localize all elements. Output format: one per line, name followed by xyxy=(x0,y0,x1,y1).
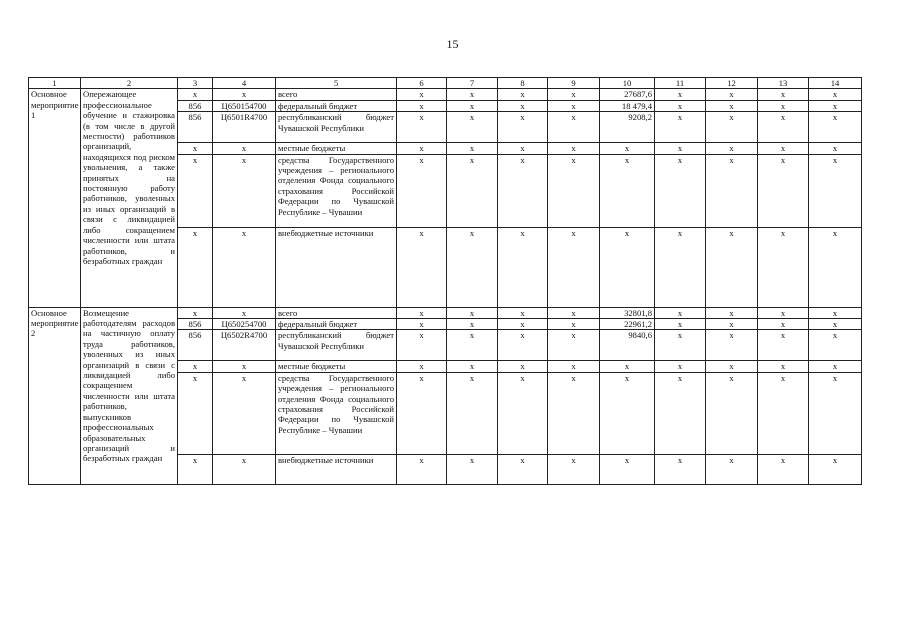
column-number-cell: 9 xyxy=(548,78,600,89)
grbs-cell: x xyxy=(178,143,213,154)
value-cell-13: x xyxy=(758,154,809,227)
value-cell-6: x xyxy=(397,307,447,318)
kbk-cell: x xyxy=(213,89,276,100)
value-cell-6: x xyxy=(397,454,447,484)
event-name-cell: Основное мероприятие 1 xyxy=(29,89,81,307)
value-cell-9: x xyxy=(548,307,600,318)
value-cell-6: x xyxy=(397,361,447,372)
funding-source-cell: федеральный бюджет xyxy=(276,319,397,330)
value-cell-9: x xyxy=(548,143,600,154)
value-cell-11: x xyxy=(655,361,706,372)
value-cell-7: x xyxy=(447,361,498,372)
kbk-cell: x xyxy=(213,154,276,227)
grbs-cell: 856 xyxy=(178,112,213,143)
value-cell-7: x xyxy=(447,372,498,454)
funding-source-cell: местные бюджеты xyxy=(276,143,397,154)
value-cell-6: x xyxy=(397,100,447,111)
value-cell-11: x xyxy=(655,89,706,100)
value-cell-7: x xyxy=(447,319,498,330)
value-cell-14: x xyxy=(809,372,862,454)
value-cell-6: x xyxy=(397,89,447,100)
value-cell-7: x xyxy=(447,89,498,100)
column-number-cell: 11 xyxy=(655,78,706,89)
value-cell-7: x xyxy=(447,154,498,227)
funding-source-cell: средства Государственного учреждения – регионального отделения Фонда социального страхования Российской Федерации по Чувашской Республике – Чувашии xyxy=(276,372,397,454)
value-cell-7: x xyxy=(447,100,498,111)
value-cell-9: x xyxy=(548,154,600,227)
value-cell-8: x xyxy=(498,143,548,154)
value-cell-12: x xyxy=(706,227,758,307)
value-cell-12: x xyxy=(706,100,758,111)
value-cell-10: x xyxy=(600,454,655,484)
value-cell-14: x xyxy=(809,227,862,307)
value-cell-8: x xyxy=(498,307,548,318)
value-cell-13: x xyxy=(758,89,809,100)
kbk-cell: x xyxy=(213,307,276,318)
value-cell-6: x xyxy=(397,319,447,330)
value-cell-8: x xyxy=(498,154,548,227)
value-cell-9: x xyxy=(548,112,600,143)
kbk-cell: Ц650154700 xyxy=(213,100,276,111)
value-cell-11: x xyxy=(655,372,706,454)
value-cell-8: x xyxy=(498,330,548,361)
column-number-cell: 7 xyxy=(447,78,498,89)
value-cell-10: x xyxy=(600,227,655,307)
column-number-cell: 1 xyxy=(29,78,81,89)
value-cell-7: x xyxy=(447,330,498,361)
value-cell-7: x xyxy=(447,307,498,318)
value-cell-7: x xyxy=(447,112,498,143)
value-cell-8: x xyxy=(498,454,548,484)
funding-source-cell: всего xyxy=(276,89,397,100)
kbk-cell: Ц6501R4700 xyxy=(213,112,276,143)
value-cell-11: x xyxy=(655,112,706,143)
table-row xyxy=(29,89,862,100)
column-number-cell: 3 xyxy=(178,78,213,89)
value-cell-8: x xyxy=(498,112,548,143)
value-cell-14: x xyxy=(809,154,862,227)
value-cell-13: x xyxy=(758,330,809,361)
value-cell-9: x xyxy=(548,361,600,372)
value-cell-14: x xyxy=(809,307,862,318)
value-cell-8: x xyxy=(498,100,548,111)
value-cell-12: x xyxy=(706,112,758,143)
value-cell-12: x xyxy=(706,372,758,454)
value-cell-13: x xyxy=(758,319,809,330)
value-cell-9: x xyxy=(548,319,600,330)
page-number: 15 xyxy=(446,37,459,51)
value-cell-14: x xyxy=(809,100,862,111)
column-number-cell: 2 xyxy=(81,78,178,89)
value-cell-13: x xyxy=(758,307,809,318)
value-cell-13: x xyxy=(758,372,809,454)
value-cell-12: x xyxy=(706,330,758,361)
grbs-cell: x xyxy=(178,227,213,307)
value-cell-14: x xyxy=(809,454,862,484)
kbk-cell: Ц6502R4700 xyxy=(213,330,276,361)
value-cell-11: x xyxy=(655,454,706,484)
value-cell-10: x xyxy=(600,361,655,372)
value-cell-11: x xyxy=(655,330,706,361)
value-cell-12: x xyxy=(706,454,758,484)
value-cell-10: 27687,6 xyxy=(600,89,655,100)
value-cell-10: 18 479,4 xyxy=(600,100,655,111)
value-cell-13: x xyxy=(758,143,809,154)
value-cell-14: x xyxy=(809,112,862,143)
value-cell-8: x xyxy=(498,89,548,100)
value-cell-8: x xyxy=(498,361,548,372)
value-cell-12: x xyxy=(706,307,758,318)
value-cell-8: x xyxy=(498,372,548,454)
event-description-cell: Возмещение работодателям расходов на частичную оплату труда работников, уволенных из иных организаций в связи с ликвидацией либо сокращением численности или штата работников, выпускников профессиональных образовательных организаций и безработных граждан xyxy=(81,307,178,484)
grbs-cell: 856 xyxy=(178,319,213,330)
value-cell-14: x xyxy=(809,330,862,361)
value-cell-10: 9840,6 xyxy=(600,330,655,361)
column-number-cell: 13 xyxy=(758,78,809,89)
value-cell-11: x xyxy=(655,154,706,227)
funding-source-cell: местные бюджеты xyxy=(276,361,397,372)
value-cell-14: x xyxy=(809,361,862,372)
value-cell-11: x xyxy=(655,143,706,154)
value-cell-12: x xyxy=(706,154,758,227)
funding-source-cell: федеральный бюджет xyxy=(276,100,397,111)
column-number-cell: 8 xyxy=(498,78,548,89)
value-cell-14: x xyxy=(809,143,862,154)
value-cell-13: x xyxy=(758,454,809,484)
kbk-cell: x xyxy=(213,143,276,154)
value-cell-11: x xyxy=(655,227,706,307)
value-cell-6: x xyxy=(397,227,447,307)
value-cell-10: 9208,2 xyxy=(600,112,655,143)
column-number-cell: 14 xyxy=(809,78,862,89)
value-cell-11: x xyxy=(655,100,706,111)
column-number-cell: 4 xyxy=(213,78,276,89)
value-cell-10: 22961,2 xyxy=(600,319,655,330)
value-cell-6: x xyxy=(397,154,447,227)
value-cell-9: x xyxy=(548,330,600,361)
grbs-cell: x xyxy=(178,154,213,227)
kbk-cell: x xyxy=(213,361,276,372)
value-cell-9: x xyxy=(548,372,600,454)
funding-source-cell: средства Государственного учреждения – регионального отделения Фонда социального страхования Российской Федерации по Чувашской Республике – Чувашии xyxy=(276,154,397,227)
value-cell-13: x xyxy=(758,112,809,143)
value-cell-13: x xyxy=(758,361,809,372)
value-cell-14: x xyxy=(809,89,862,100)
value-cell-7: x xyxy=(447,454,498,484)
kbk-cell: x xyxy=(213,227,276,307)
value-cell-12: x xyxy=(706,319,758,330)
funding-source-cell: всего xyxy=(276,307,397,318)
funding-source-cell: внебюджетные источники xyxy=(276,454,397,484)
funding-source-cell: республиканский бюджет Чувашской Республики xyxy=(276,330,397,361)
value-cell-6: x xyxy=(397,143,447,154)
value-cell-6: x xyxy=(397,330,447,361)
column-number-cell: 5 xyxy=(276,78,397,89)
kbk-cell: x xyxy=(213,372,276,454)
column-number-row xyxy=(29,78,862,89)
event-description-cell: Опережающее профессиональное обучение и стажировка (в том числе в другой местности) работников организаций, находящихся под риском увольнения, а также принятых на постоянную работу работников, уволенных из иных организаций в связи с ликвидацией либо сокращением численности или штата работников, и безработных граждан xyxy=(81,89,178,307)
grbs-cell: x xyxy=(178,372,213,454)
funding-source-cell: внебюджетные источники xyxy=(276,227,397,307)
value-cell-14: x xyxy=(809,319,862,330)
grbs-cell: x xyxy=(178,307,213,318)
value-cell-11: x xyxy=(655,307,706,318)
column-number-cell: 12 xyxy=(706,78,758,89)
kbk-cell: Ц650254700 xyxy=(213,319,276,330)
funding-source-cell: республиканский бюджет Чувашской Республики xyxy=(276,112,397,143)
value-cell-11: x xyxy=(655,319,706,330)
budget-table xyxy=(28,77,862,485)
grbs-cell: x xyxy=(178,89,213,100)
kbk-cell: x xyxy=(213,454,276,484)
column-number-cell: 6 xyxy=(397,78,447,89)
event-name-cell: Основное мероприятие 2 xyxy=(29,307,81,484)
value-cell-10: 32801,8 xyxy=(600,307,655,318)
value-cell-6: x xyxy=(397,112,447,143)
value-cell-7: x xyxy=(447,143,498,154)
value-cell-13: x xyxy=(758,100,809,111)
table-body xyxy=(29,78,862,485)
value-cell-6: x xyxy=(397,372,447,454)
value-cell-9: x xyxy=(548,100,600,111)
grbs-cell: x xyxy=(178,361,213,372)
value-cell-8: x xyxy=(498,319,548,330)
grbs-cell: 856 xyxy=(178,100,213,111)
column-number-cell: 10 xyxy=(600,78,655,89)
value-cell-9: x xyxy=(548,227,600,307)
value-cell-8: x xyxy=(498,227,548,307)
value-cell-7: x xyxy=(447,227,498,307)
grbs-cell: x xyxy=(178,454,213,484)
value-cell-10: x xyxy=(600,372,655,454)
value-cell-12: x xyxy=(706,89,758,100)
grbs-cell: 856 xyxy=(178,330,213,361)
table-row xyxy=(29,307,862,318)
value-cell-12: x xyxy=(706,361,758,372)
value-cell-9: x xyxy=(548,454,600,484)
value-cell-13: x xyxy=(758,227,809,307)
value-cell-10: x xyxy=(600,143,655,154)
value-cell-12: x xyxy=(706,143,758,154)
value-cell-10: x xyxy=(600,154,655,227)
value-cell-9: x xyxy=(548,89,600,100)
